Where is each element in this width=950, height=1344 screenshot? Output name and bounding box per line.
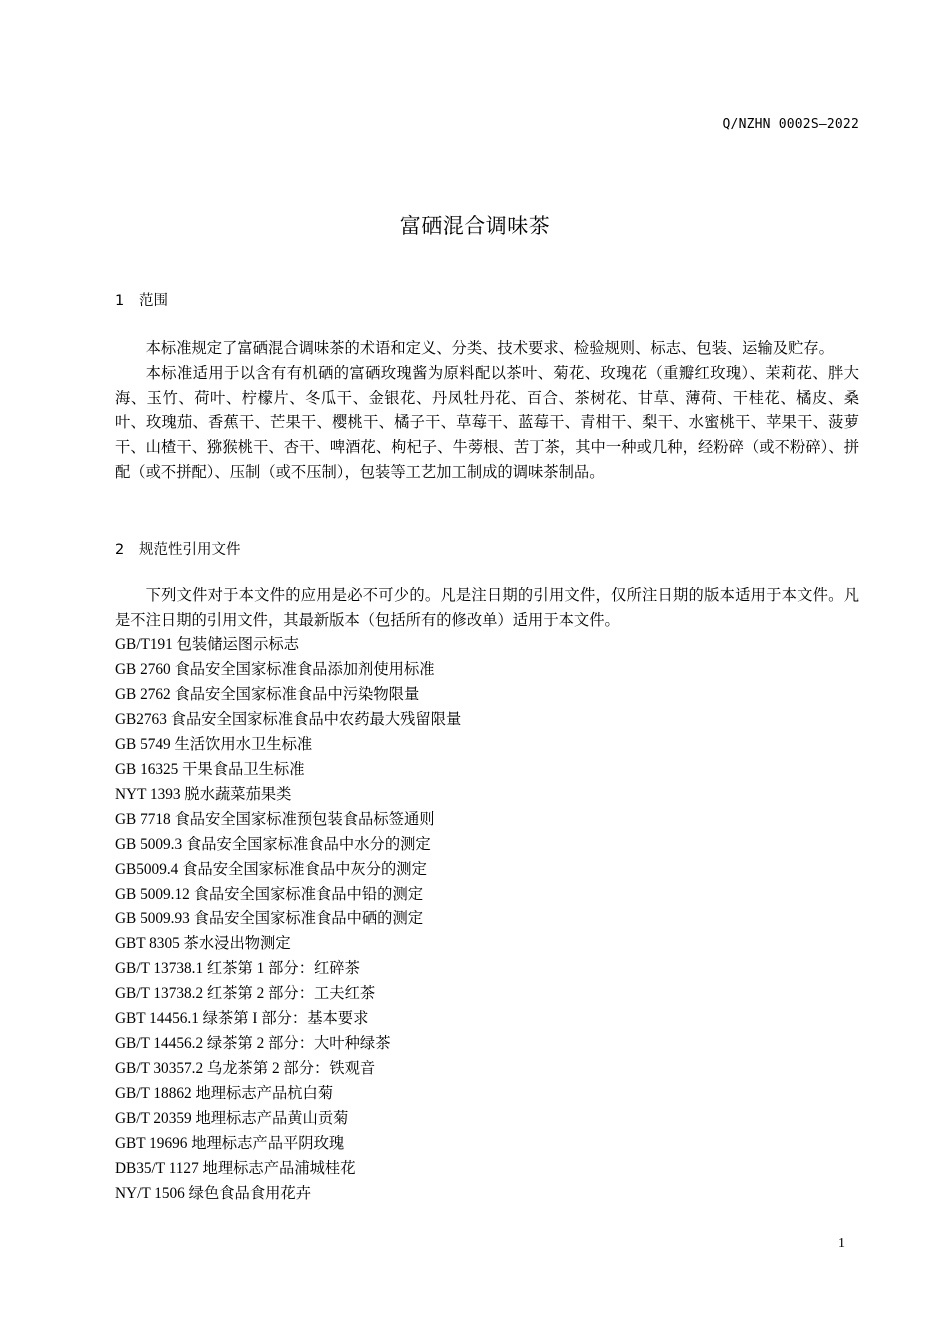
reference-item: DB35/T 1127 地理标志产品浦城桂花 bbox=[115, 1160, 356, 1178]
reference-item: GB/T 18862 地理标志产品杭白菊 bbox=[115, 1085, 334, 1103]
reference-item: GB 5749 生活饮用水卫生标准 bbox=[115, 735, 313, 753]
reference-item: GB 2762 食品安全国家标准食品中污染物限量 bbox=[115, 685, 420, 703]
document-title: 富硒混合调味茶 bbox=[399, 214, 551, 238]
reference-item: GB5009.4 食品安全国家标准食品中灰分的测定 bbox=[115, 860, 427, 878]
scope-body bbox=[115, 337, 859, 486]
paragraph: 下列文件对于本文件的应用是必不可少的。凡是注日期的引用文件，仅所注日期的版本适用于本文件。凡是不注日期的引用文件，其最新版本（包括所有的修改单）适用于本文件。 bbox=[115, 587, 859, 629]
reference-item: NYT 1393 脱水蔬菜茄果类 bbox=[115, 785, 292, 803]
section-title: 规范性引用文件 bbox=[139, 542, 241, 558]
section-heading-normative-references bbox=[115, 538, 241, 559]
reference-item: GB/T 13738.1 红茶第 1 部分：红碎茶 bbox=[115, 960, 360, 978]
reference-item: GB/T 30357.2 乌龙茶第 2 部分：铁观音 bbox=[115, 1060, 376, 1078]
reference-item: GB/T 14456.2 绿茶第 2 部分：大叶种绿茶 bbox=[115, 1035, 391, 1053]
page-number: 1 bbox=[838, 1236, 845, 1251]
reference-item: GB 2760 食品安全国家标准食品添加剂使用标准 bbox=[115, 660, 435, 678]
reference-item: GB 7718 食品安全国家标准预包装食品标签通则 bbox=[115, 810, 435, 828]
section-heading-scope bbox=[115, 289, 168, 310]
reference-item: GBT 19696 地理标志产品平阴玫瑰 bbox=[115, 1135, 345, 1153]
reference-item: GB 5009.93 食品安全国家标准食品中硒的测定 bbox=[115, 910, 424, 928]
reference-item: GBT 8305 茶水浸出物测定 bbox=[115, 935, 291, 953]
reference-item: GBT 14456.1 绿茶第 I 部分：基本要求 bbox=[115, 1010, 369, 1028]
reference-item: GB 5009.3 食品安全国家标准食品中水分的测定 bbox=[115, 835, 431, 853]
reference-item: GB 16325 干果食品卫生标准 bbox=[115, 760, 305, 778]
references-intro bbox=[115, 584, 859, 634]
section-title: 范围 bbox=[139, 293, 168, 309]
paragraph: 本标准适用于以含有有机硒的富硒玫瑰酱为原料配以茶叶、菊花、玫瑰花（重瓣红玫瑰）、茉莉花、胖大海、玉竹、荷叶、柠檬片、冬瓜干、金银花、丹凤牡丹花、百合、茶树花、甘草、薄荷、干桂花、橘皮、桑叶、玫瑰茄、香蕉干、芒果干、樱桃干、橘子干、草莓干、蓝莓干、青柑干、梨干、水蜜桃干、苹果干、菠萝干、山楂干、猕猴桃干、杏干、啤酒花、枸杞子、牛蒡根、苦丁茶，其中一种或几种，经粉碎（或不粉碎）、拼配（或不拼配）、压制（或不压制），包装等工艺加工制成的调味茶制品。 bbox=[115, 364, 859, 481]
reference-item: NY/T 1506 绿色食品食用花卉 bbox=[115, 1184, 312, 1202]
paragraph: 本标准规定了富硒混合调味茶的术语和定义、分类、技术要求、检验规则、标志、包装、运输及贮存。 bbox=[145, 340, 834, 357]
reference-item: GB/T191 包装储运图示标志 bbox=[115, 636, 299, 653]
reference-item: GB/T 20359 地理标志产品黄山贡菊 bbox=[115, 1110, 349, 1128]
reference-item: GB 5009.12 食品安全国家标准食品中铅的测定 bbox=[115, 885, 424, 903]
section-number: 2 bbox=[115, 542, 125, 558]
standard-code: Q/NZHN 0002S—2022 bbox=[722, 117, 859, 132]
section-number: 1 bbox=[115, 293, 125, 309]
reference-item: GB/T 13738.2 红茶第 2 部分：工夫红茶 bbox=[115, 985, 376, 1003]
reference-item: GB2763 食品安全国家标准食品中农药最大残留限量 bbox=[115, 710, 462, 728]
reference-list bbox=[115, 633, 461, 1207]
